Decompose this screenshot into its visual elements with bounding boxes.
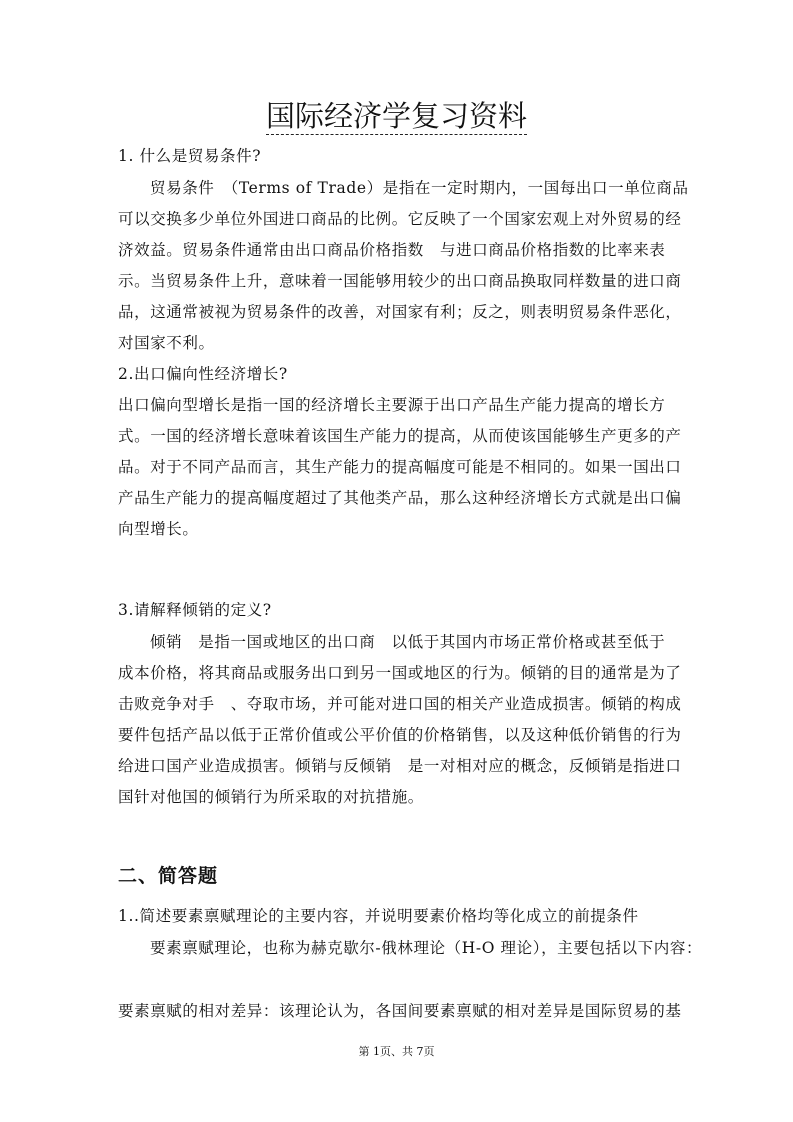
paragraph-line: 向型增长。 (118, 520, 199, 538)
paragraph-line: 成本价格，将其商品或服务出口到另一国或地区的行为。倾销的目的通常是为了 (118, 664, 682, 682)
paragraph-line: 国针对他国的倾销行为所采取的对抗措施。 (118, 788, 424, 806)
paragraph-line: 济效益。贸易条件通常由出口商品价格指数 与进口商品价格指数的比率来表 (118, 241, 666, 259)
question-3-heading: 3.请解释倾销的定义? (118, 601, 272, 619)
paragraph-line: 出口偏向型增长是指一国的经济增长主要源于出口产品生产能力提高的增长方 (118, 396, 666, 414)
paragraph-line: 可以交换多少单位外国进口商品的比例。它反映了一个国家宏观上对外贸易的经 (118, 210, 682, 228)
paragraph-line: 对国家不利。 (118, 334, 215, 352)
page-footer: 第 1页、共 7页 (358, 1045, 435, 1058)
paragraph-line: 倾销 是指一国或地区的出口商 以低于其国内市场正常价格或甚至低于 (150, 633, 666, 651)
paragraph-line: 品，这通常被视为贸易条件的改善，对国家有利；反之，则表明贸易条件恶化， (118, 303, 682, 321)
paragraph-line: 示。当贸易条件上升，意味着一国能够用较少的出口商品换取同样数量的进口商 (118, 272, 682, 290)
paragraph-line: 式。一国的经济增长意味着该国生产能力的提高，从而使该国能够生产更多的产 (118, 427, 682, 445)
question-1-heading: 1. 什么是贸易条件? (118, 147, 262, 165)
short-answer-question-1: 1..简述要素禀赋理论的主要内容，并说明要素价格均等化成立的前提条件 (118, 907, 639, 925)
question-2-heading: 2.出口偏向性经济增长? (118, 365, 288, 383)
paragraph-line: 贸易条件 （Terms of Trade）是指在一定时期内，一国每出口一单位商品 (150, 179, 689, 197)
paragraph-line: 要素禀赋的相对差异：该理论认为，各国间要素禀赋的相对差异是国际贸易的基 (118, 1002, 682, 1020)
paragraph-line: 击败竞争对手 、夺取市场，并可能对进口国的相关产业造成损害。倾销的构成 (118, 695, 682, 713)
paragraph-line: 给进口国产业造成损害。倾销与反倾销 是一对相对应的概念，反倾销是指进口 (118, 757, 682, 775)
paragraph-line: 要件包括产品以低于正常价值或公平价值的价格销售，以及这种低价销售的行为 (118, 726, 682, 744)
paragraph-line: 品。对于不同产品而言，其生产能力的提高幅度可能是不相同的。如果一国出口 (118, 458, 682, 476)
paragraph-line: 产品生产能力的提高幅度超过了其他类产品，那么这种经济增长方式就是出口偏 (118, 489, 682, 507)
paragraph-line: 要素禀赋理论，也称为赫克歇尔-俄林理论（H-O 理论），主要包括以下内容： (150, 939, 703, 957)
document-title: 国际经济学复习资料 (265, 99, 527, 133)
section-heading: 二、简答题 (118, 865, 219, 887)
